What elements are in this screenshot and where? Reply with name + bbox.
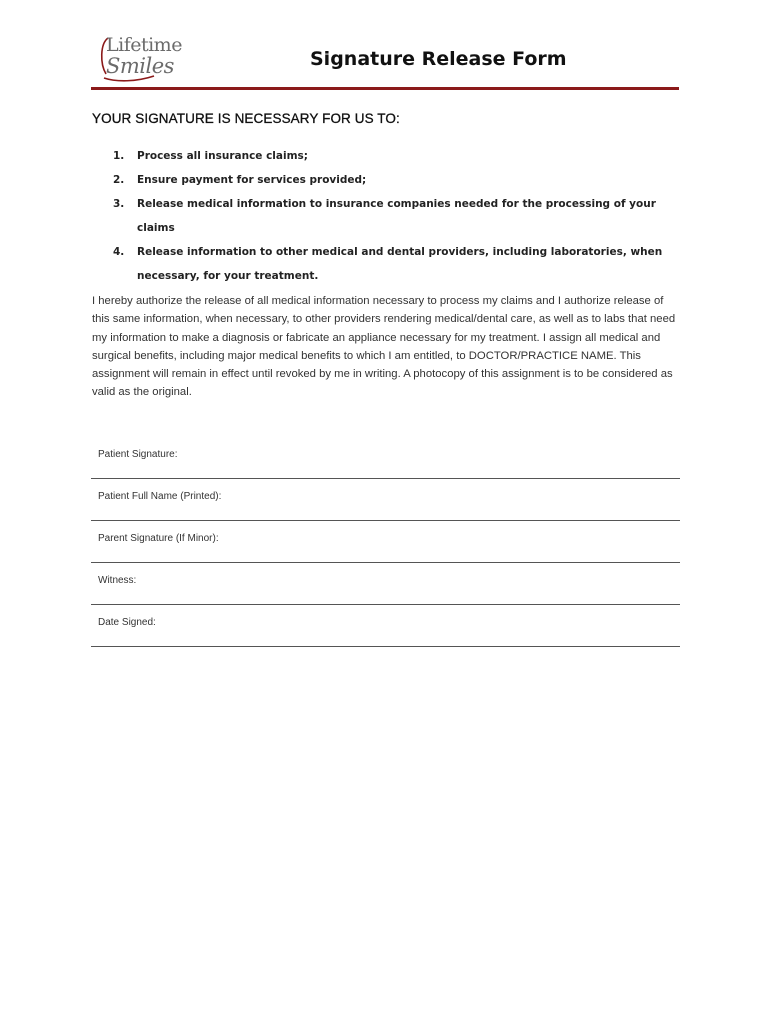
list-item — [113, 192, 673, 240]
list-item-text: Release information to other medical and dental providers, including laboratories, when necessary, for your treatment. — [137, 246, 663, 282]
list-item-text: Process all insurance claims; — [137, 150, 308, 162]
logo-text-line2: Smiles — [106, 54, 174, 78]
title-divider — [91, 87, 679, 90]
patient-name-label: Patient Full Name (Printed): — [98, 491, 222, 502]
list-item — [113, 144, 673, 168]
patient-signature-label: Patient Signature: — [98, 449, 178, 460]
list-item-number: 1. — [113, 150, 125, 162]
witness-field[interactable] — [91, 563, 680, 605]
list-item-text: Ensure payment for services provided; — [137, 174, 367, 186]
authorization-paragraph: I hereby authorize the release of all medical information necessary to process my claims and I authorize release of this same information, when necessary, to other providers rendering medical/dental care, as well as to labs that need my information to make a diagnosis or fabricate an appliance necessary for my treatment. I assign all medical and surgical benefits, including major medical benefits to which I am entitled, to DOCTOR/PRACTICE NAME. This assignment will remain in effect until revoked by me in writing. A photocopy of this assignment is to be considered as valid as the original. — [92, 295, 676, 399]
logo-text-line1: Lifetime — [106, 34, 182, 56]
list-item-number: 3. — [113, 198, 125, 210]
lifetime-smiles-logo — [96, 34, 182, 84]
signature-fields — [91, 437, 680, 647]
list-item-number: 2. — [113, 174, 125, 186]
parent-signature-label: Parent Signature (If Minor): — [98, 533, 219, 544]
witness-label: Witness: — [98, 575, 137, 586]
parent-signature-field[interactable] — [91, 521, 680, 563]
list-item-number: 4. — [113, 246, 125, 258]
patient-signature-field[interactable] — [91, 437, 680, 479]
section-heading: YOUR SIGNATURE IS NECESSARY FOR US TO: — [92, 111, 400, 126]
page-title: Signature Release Form — [310, 48, 567, 70]
date-signed-field[interactable] — [91, 605, 680, 647]
list-item — [113, 168, 673, 192]
date-signed-label: Date Signed: — [98, 617, 156, 628]
requirements-list — [113, 144, 673, 288]
list-item — [113, 240, 673, 288]
patient-name-field[interactable] — [91, 479, 680, 521]
list-item-text: Release medical information to insurance companies needed for the processing of your claims — [137, 198, 656, 234]
